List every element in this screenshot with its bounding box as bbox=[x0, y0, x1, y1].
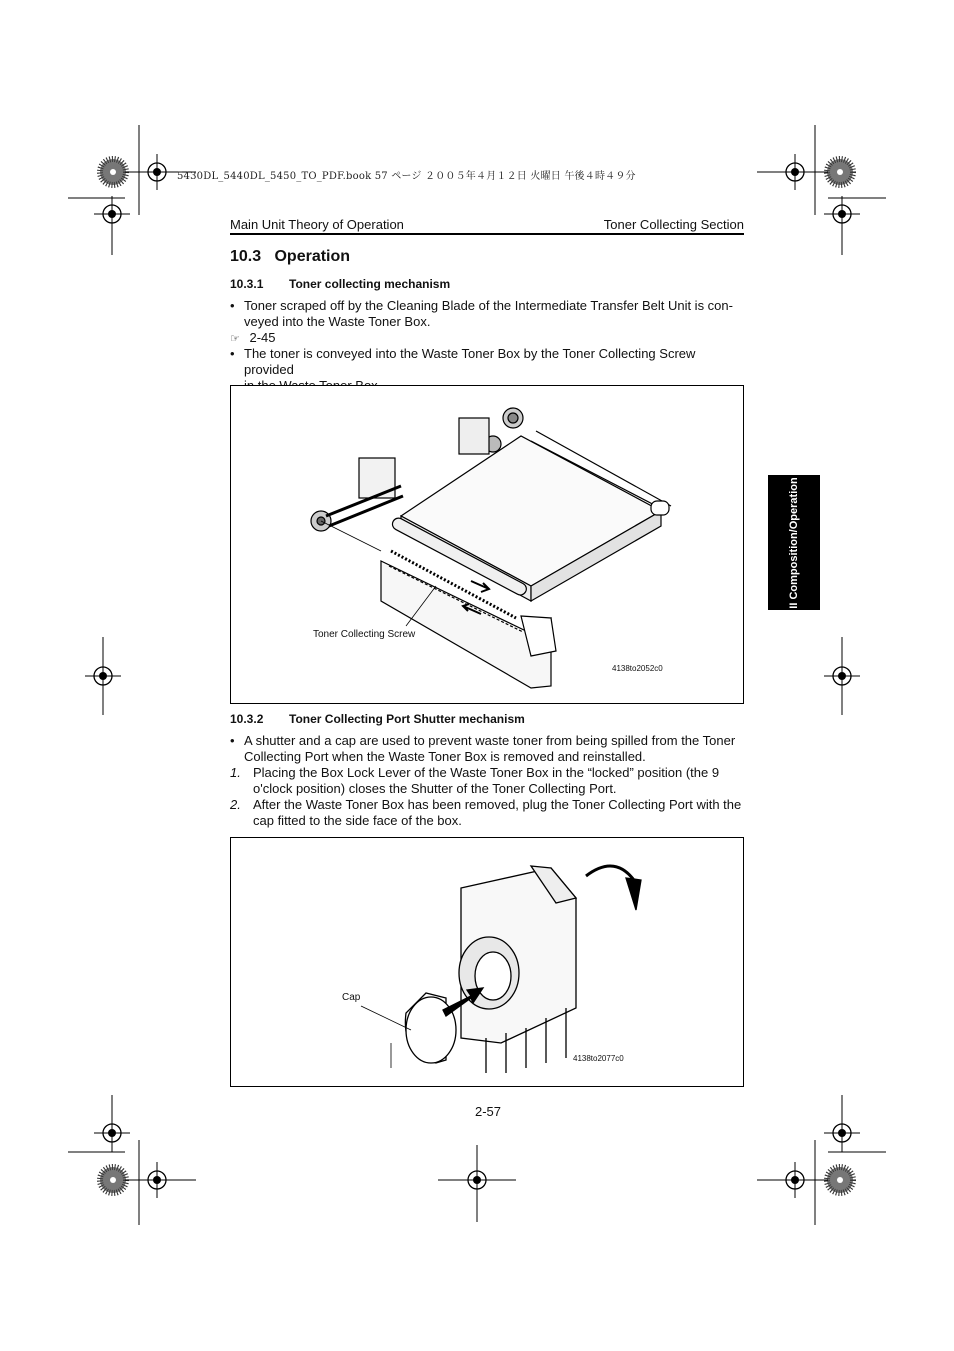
section-heading bbox=[230, 248, 350, 266]
reference-page: 2-45 bbox=[249, 330, 276, 345]
subsection-heading-1 bbox=[230, 277, 450, 291]
text-line: Placing the Box Lock Lever of the Waste Toner Box in the “locked” position (the 9 bbox=[253, 765, 720, 780]
page-number: 2-57 bbox=[475, 1104, 502, 1119]
bullet-dot: • bbox=[230, 346, 235, 361]
step-number: 1. bbox=[230, 765, 241, 780]
figure-label: Cap bbox=[342, 992, 361, 1003]
figure-label: Toner Collecting Screw bbox=[313, 629, 416, 640]
text-line: A shutter and a cap are used to prevent waste toner from being spilled from the Toner bbox=[244, 733, 736, 748]
reference-icon: ☞ bbox=[230, 332, 240, 345]
reference-line bbox=[230, 330, 276, 347]
subsection-number: 10.3.1 bbox=[230, 277, 264, 291]
text-line: cap fitted to the side face of the box. bbox=[253, 813, 462, 828]
header-right: Toner Collecting Section bbox=[603, 217, 744, 232]
figure-cap bbox=[230, 837, 744, 1087]
text-line: veyed into the Waste Toner Box. bbox=[244, 314, 431, 329]
bullet-item bbox=[230, 733, 746, 765]
side-tab bbox=[768, 475, 820, 610]
toner-collecting-illustration bbox=[231, 386, 743, 703]
print-slug: 5430DL_5440DL_5450_TO_PDF.book 57 ページ ２００５年４月１２日 火曜日 午後４時４９分 bbox=[177, 171, 636, 182]
text-line: The toner is conveyed into the Waste Toner Box by the Toner Collecting Screw provided bbox=[244, 346, 696, 377]
numbered-step bbox=[230, 797, 746, 829]
subsection-heading-2 bbox=[230, 712, 525, 726]
cap-illustration bbox=[231, 838, 743, 1086]
figure-code: 4138to2052c0 bbox=[612, 664, 663, 673]
figure-toner-collecting bbox=[230, 385, 744, 704]
figure-code: 4138to2077c0 bbox=[573, 1054, 624, 1063]
subsection-title: Toner Collecting Port Shutter mechanism bbox=[289, 712, 525, 726]
bullet-dot: • bbox=[230, 733, 235, 748]
step-number: 2. bbox=[230, 797, 241, 812]
subsection-number: 10.3.2 bbox=[230, 712, 264, 726]
numbered-step bbox=[230, 765, 746, 797]
bullet-dot: • bbox=[230, 298, 235, 313]
header-rule bbox=[230, 233, 744, 235]
side-tab-label: II Composition/Operation bbox=[788, 476, 800, 609]
section-title: 10.3 Operation bbox=[230, 248, 351, 265]
text-line: Collecting Port when the Waste Toner Box is removed and reinstalled. bbox=[244, 749, 646, 764]
text-line: After the Waste Toner Box has been removed, plug the Toner Collecting Port with the bbox=[253, 797, 742, 812]
header-left: Main Unit Theory of Operation bbox=[230, 217, 404, 232]
bullet-item bbox=[230, 298, 746, 330]
text-line: Toner scraped off by the Cleaning Blade of the Intermediate Transfer Belt Unit is con- bbox=[244, 298, 733, 313]
text-line: o'clock position) closes the Shutter of the Toner Collecting Port. bbox=[253, 781, 617, 796]
subsection-title: Toner collecting mechanism bbox=[289, 277, 451, 291]
